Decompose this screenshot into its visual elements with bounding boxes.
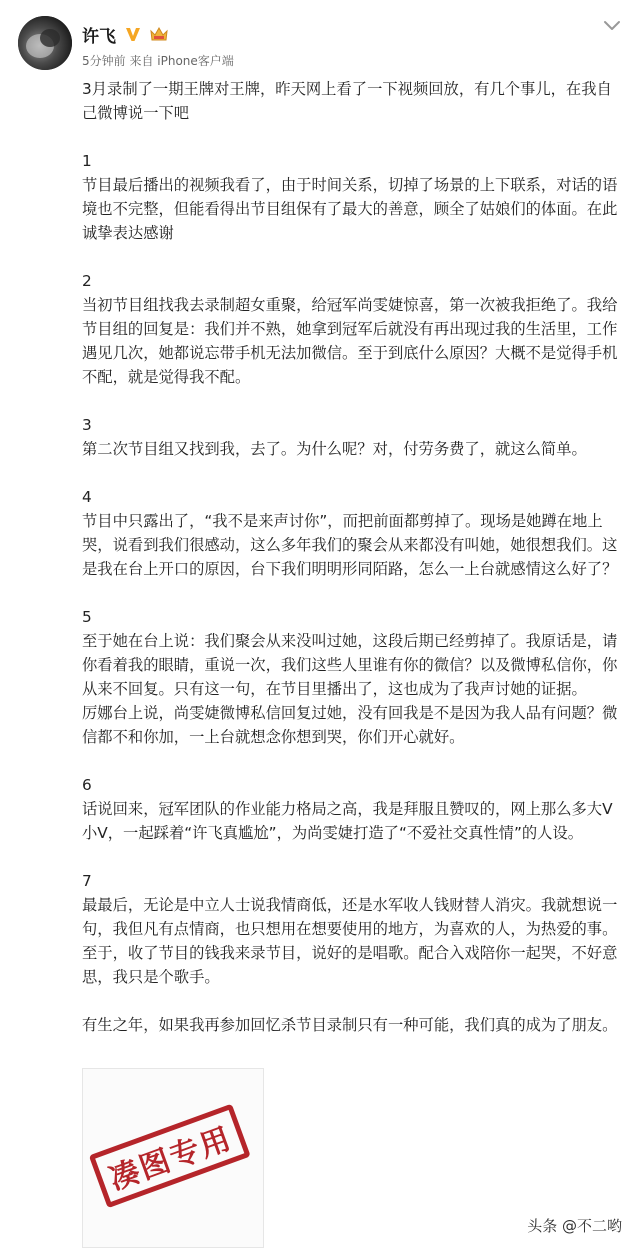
item-number: 3 xyxy=(82,416,92,434)
item-number: 5 xyxy=(82,608,92,626)
item-text: 第二次节目组又找到我，去了。为什么呢？对，付劳务费了，就这么简单。 xyxy=(82,440,587,458)
item-number: 1 xyxy=(82,152,92,170)
item-text: 厉娜台上说，尚雯婕微博私信回复过她，没有回我是不是因为我人品有问题？微信都不和你加，一上台就想念你想到哭，你们开心就好。 xyxy=(82,704,618,746)
post-header xyxy=(18,16,622,76)
item-number: 6 xyxy=(82,776,92,794)
stamp xyxy=(82,1092,264,1226)
post-body xyxy=(82,77,622,1037)
item-text: 最最后，无论是中立人士说我情商低，还是水军收人钱财替人消灾。我就想说一句，我但凡有点情商，也只想用在想要使用的地方，为喜欢的人，为热爱的事。至于，收了节目的钱我来录节目，说好的是唱歌。配合入戏陪你一起哭，不好意思，我只是个歌手。 xyxy=(82,896,618,986)
author-name[interactable]: 许飞 xyxy=(82,26,116,47)
attached-image[interactable] xyxy=(82,1068,264,1248)
item-number: 2 xyxy=(82,272,92,290)
verified-v-icon xyxy=(124,25,142,43)
item-text: 当初节目组找我去录制超女重聚，给冠军尚雯婕惊喜，第一次被我拒绝了。我给节目组的回复是：我们并不熟，她拿到冠军后就没有再出现过我的生活里，工作遇见几次，她都说忘带手机无法加微信。至于到底什么原因？大概不是觉得手机不配，就是觉得我不配。 xyxy=(82,296,618,386)
chevron-down-icon[interactable] xyxy=(602,18,622,32)
avatar-image xyxy=(18,16,72,70)
source-credit: 头条 @不二哟 xyxy=(527,1217,622,1235)
item-text: 至于她在台上说：我们聚会从来没叫过她，这段后期已经剪掉了。我原话是，请你看着我的眼睛，重说一次，我们这些人里谁有你的微信？以及微博私信你，你从来不回复。只有这一句，在节目里播出了，这也成为了我声讨她的证据。 xyxy=(82,632,618,698)
stamp-text: 凑图专用 xyxy=(89,1104,251,1209)
member-badge-icon[interactable] xyxy=(148,25,170,43)
post-meta: 5分钟前 来自 iPhone客户端 xyxy=(82,54,234,68)
item-number: 7 xyxy=(82,872,92,890)
item-text: 节目最后播出的视频我看了，由于时间关系，切掉了场景的上下联系，对话的语境也不完整，但能看得出节目组保有了最大的善意，顾全了姑娘们的体面。在此诚挚表达感谢 xyxy=(82,176,618,242)
author-row xyxy=(82,22,170,46)
item-text: 节目中只露出了，“我不是来声讨你”，而把前面都剪掉了。现场是她蹲在地上哭，说看到我们很感动，这么多年我们的聚会从来都没有叫她，她很想我们。这是我在台上开口的原因，台下我们明明形同陌路，怎么一上台就感情这么好了？ xyxy=(82,512,618,578)
item-text: 话说回来，冠军团队的作业能力格局之高，我是拜服且赞叹的，网上那么多大V小V，一起踩着“许飞真尴尬”，为尚雯婕打造了“不爱社交真性情”的人设。 xyxy=(82,800,613,842)
post-closing: 有生之年，如果我再参加回忆杀节目录制只有一种可能，我们真的成为了朋友。 xyxy=(82,1016,618,1034)
item-number: 4 xyxy=(82,488,92,506)
avatar[interactable] xyxy=(18,16,72,70)
post-intro: 3月录制了一期王牌对王牌，昨天网上看了一下视频回放，有几个事儿，在我自己微博说一下吧 xyxy=(82,80,612,122)
